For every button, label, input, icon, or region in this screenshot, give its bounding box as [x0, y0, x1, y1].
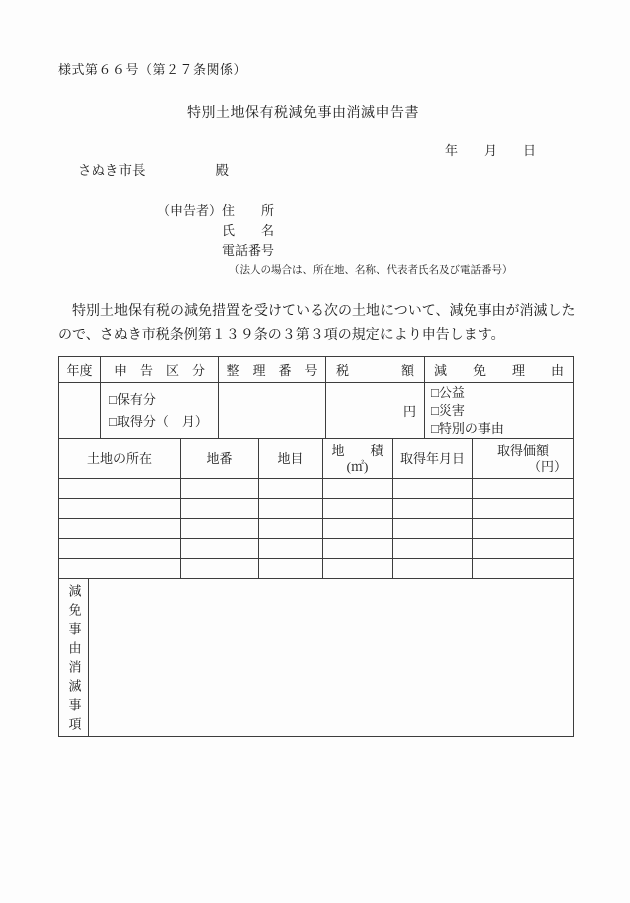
land-category-input-cell[interactable]: [259, 559, 323, 579]
header-lot-number: 地番: [181, 439, 259, 479]
form-number: 様式第６６号（第２７条関係）: [58, 62, 248, 77]
extinction-details-label: 減免事由消滅事項: [59, 579, 89, 736]
price-input-cell[interactable]: [473, 499, 573, 519]
disaster-checkbox[interactable]: □災害: [431, 402, 465, 418]
land-table-row: [59, 539, 573, 559]
acquisition-checkbox[interactable]: □取得分（ 月）: [109, 413, 208, 429]
top-header-row: [59, 357, 573, 383]
addressee: さぬき市長: [78, 163, 146, 178]
header-land-category: 地目: [259, 439, 323, 479]
header-tax-amount: 税 額: [326, 357, 425, 383]
land-category-input-cell[interactable]: [259, 519, 323, 539]
location-input-cell[interactable]: [59, 519, 181, 539]
land-table-row: [59, 479, 573, 499]
tax-amount-input-cell[interactable]: [326, 383, 425, 439]
lot-number-input-cell[interactable]: [181, 499, 259, 519]
header-declaration-category: 申 告 区 分: [101, 357, 219, 383]
form-title: 特別土地保有税減免事由消滅申告書: [187, 106, 419, 121]
declaration-text: 特別土地保有税の減免措置を受けている次の土地について、減免事由が消滅したので、さぬき市税条例第１３９条の３第３項の規定により申告します。: [58, 304, 576, 343]
top-value-row: [59, 383, 573, 439]
lot-number-input-cell[interactable]: [181, 519, 259, 539]
honorific: 殿: [215, 163, 229, 178]
phone-label: 電話番号: [222, 243, 275, 258]
acquisition-date-input-cell[interactable]: [393, 539, 473, 559]
declaration-category-cell: [101, 383, 219, 439]
header-year: 年度: [59, 357, 101, 383]
area-input-cell[interactable]: [323, 479, 393, 499]
area-input-cell[interactable]: [323, 519, 393, 539]
address-label: 住 所: [222, 203, 275, 218]
date-line: 年 月 日: [445, 143, 537, 158]
applicant-block: [157, 201, 513, 280]
lot-number-input-cell[interactable]: [181, 559, 259, 579]
year-input-cell[interactable]: [59, 383, 101, 439]
land-category-input-cell[interactable]: [259, 539, 323, 559]
land-category-input-cell[interactable]: [259, 499, 323, 519]
area-unit-label: (㎡): [346, 458, 369, 474]
price-input-cell[interactable]: [473, 539, 573, 559]
acquisition-date-input-cell[interactable]: [393, 559, 473, 579]
name-label: 氏 名: [222, 223, 275, 238]
public-benefit-checkbox[interactable]: □公益: [431, 384, 465, 400]
acquisition-date-input-cell[interactable]: [393, 499, 473, 519]
special-reason-checkbox[interactable]: □特別の事由: [431, 420, 504, 436]
reference-number-input-cell[interactable]: [219, 383, 326, 439]
area-label: 地 積: [331, 442, 384, 458]
applicant-label: （申告者）: [157, 203, 223, 218]
area-input-cell[interactable]: [323, 559, 393, 579]
location-input-cell[interactable]: [59, 539, 181, 559]
land-table-row: [59, 519, 573, 539]
header-acquisition-price: [473, 439, 573, 479]
price-unit-label: （円）: [527, 458, 567, 474]
land-table-row: [59, 499, 573, 519]
header-reference-number: 整 理 番 号: [219, 357, 326, 383]
header-exemption-reason: 減 免 理 由: [425, 357, 573, 383]
location-input-cell[interactable]: [59, 499, 181, 519]
acquisition-date-input-cell[interactable]: [393, 479, 473, 499]
addressee-line: [78, 159, 229, 179]
price-input-cell[interactable]: [473, 479, 573, 499]
header-land-location: 土地の所在: [59, 439, 181, 479]
location-input-cell[interactable]: [59, 479, 181, 499]
header-land-area: [323, 439, 393, 479]
location-input-cell[interactable]: [59, 559, 181, 579]
applicant-address-line: [157, 201, 513, 221]
land-table-row: [59, 559, 573, 579]
extinction-details-input-cell[interactable]: [89, 579, 573, 736]
lot-number-input-cell[interactable]: [181, 479, 259, 499]
price-input-cell[interactable]: [473, 519, 573, 539]
bottom-section-row: [59, 579, 573, 736]
land-rows: [59, 479, 573, 579]
price-label: 取得価額: [496, 442, 549, 458]
land-category-input-cell[interactable]: [259, 479, 323, 499]
lot-number-input-cell[interactable]: [181, 539, 259, 559]
header-acquisition-date: 取得年月日: [393, 439, 473, 479]
area-input-cell[interactable]: [323, 539, 393, 559]
holding-checkbox[interactable]: □保有分: [109, 391, 156, 407]
exemption-reason-cell: [425, 383, 573, 439]
yen-unit-label: 円: [402, 404, 416, 419]
price-input-cell[interactable]: [473, 559, 573, 579]
declaration-table: [58, 356, 574, 737]
acquisition-date-input-cell[interactable]: [393, 519, 473, 539]
land-header-row: [59, 439, 573, 479]
corporate-note: （法人の場合は、所在地、名称、代表者氏名及び電話番号）: [229, 265, 513, 276]
area-input-cell[interactable]: [323, 499, 393, 519]
